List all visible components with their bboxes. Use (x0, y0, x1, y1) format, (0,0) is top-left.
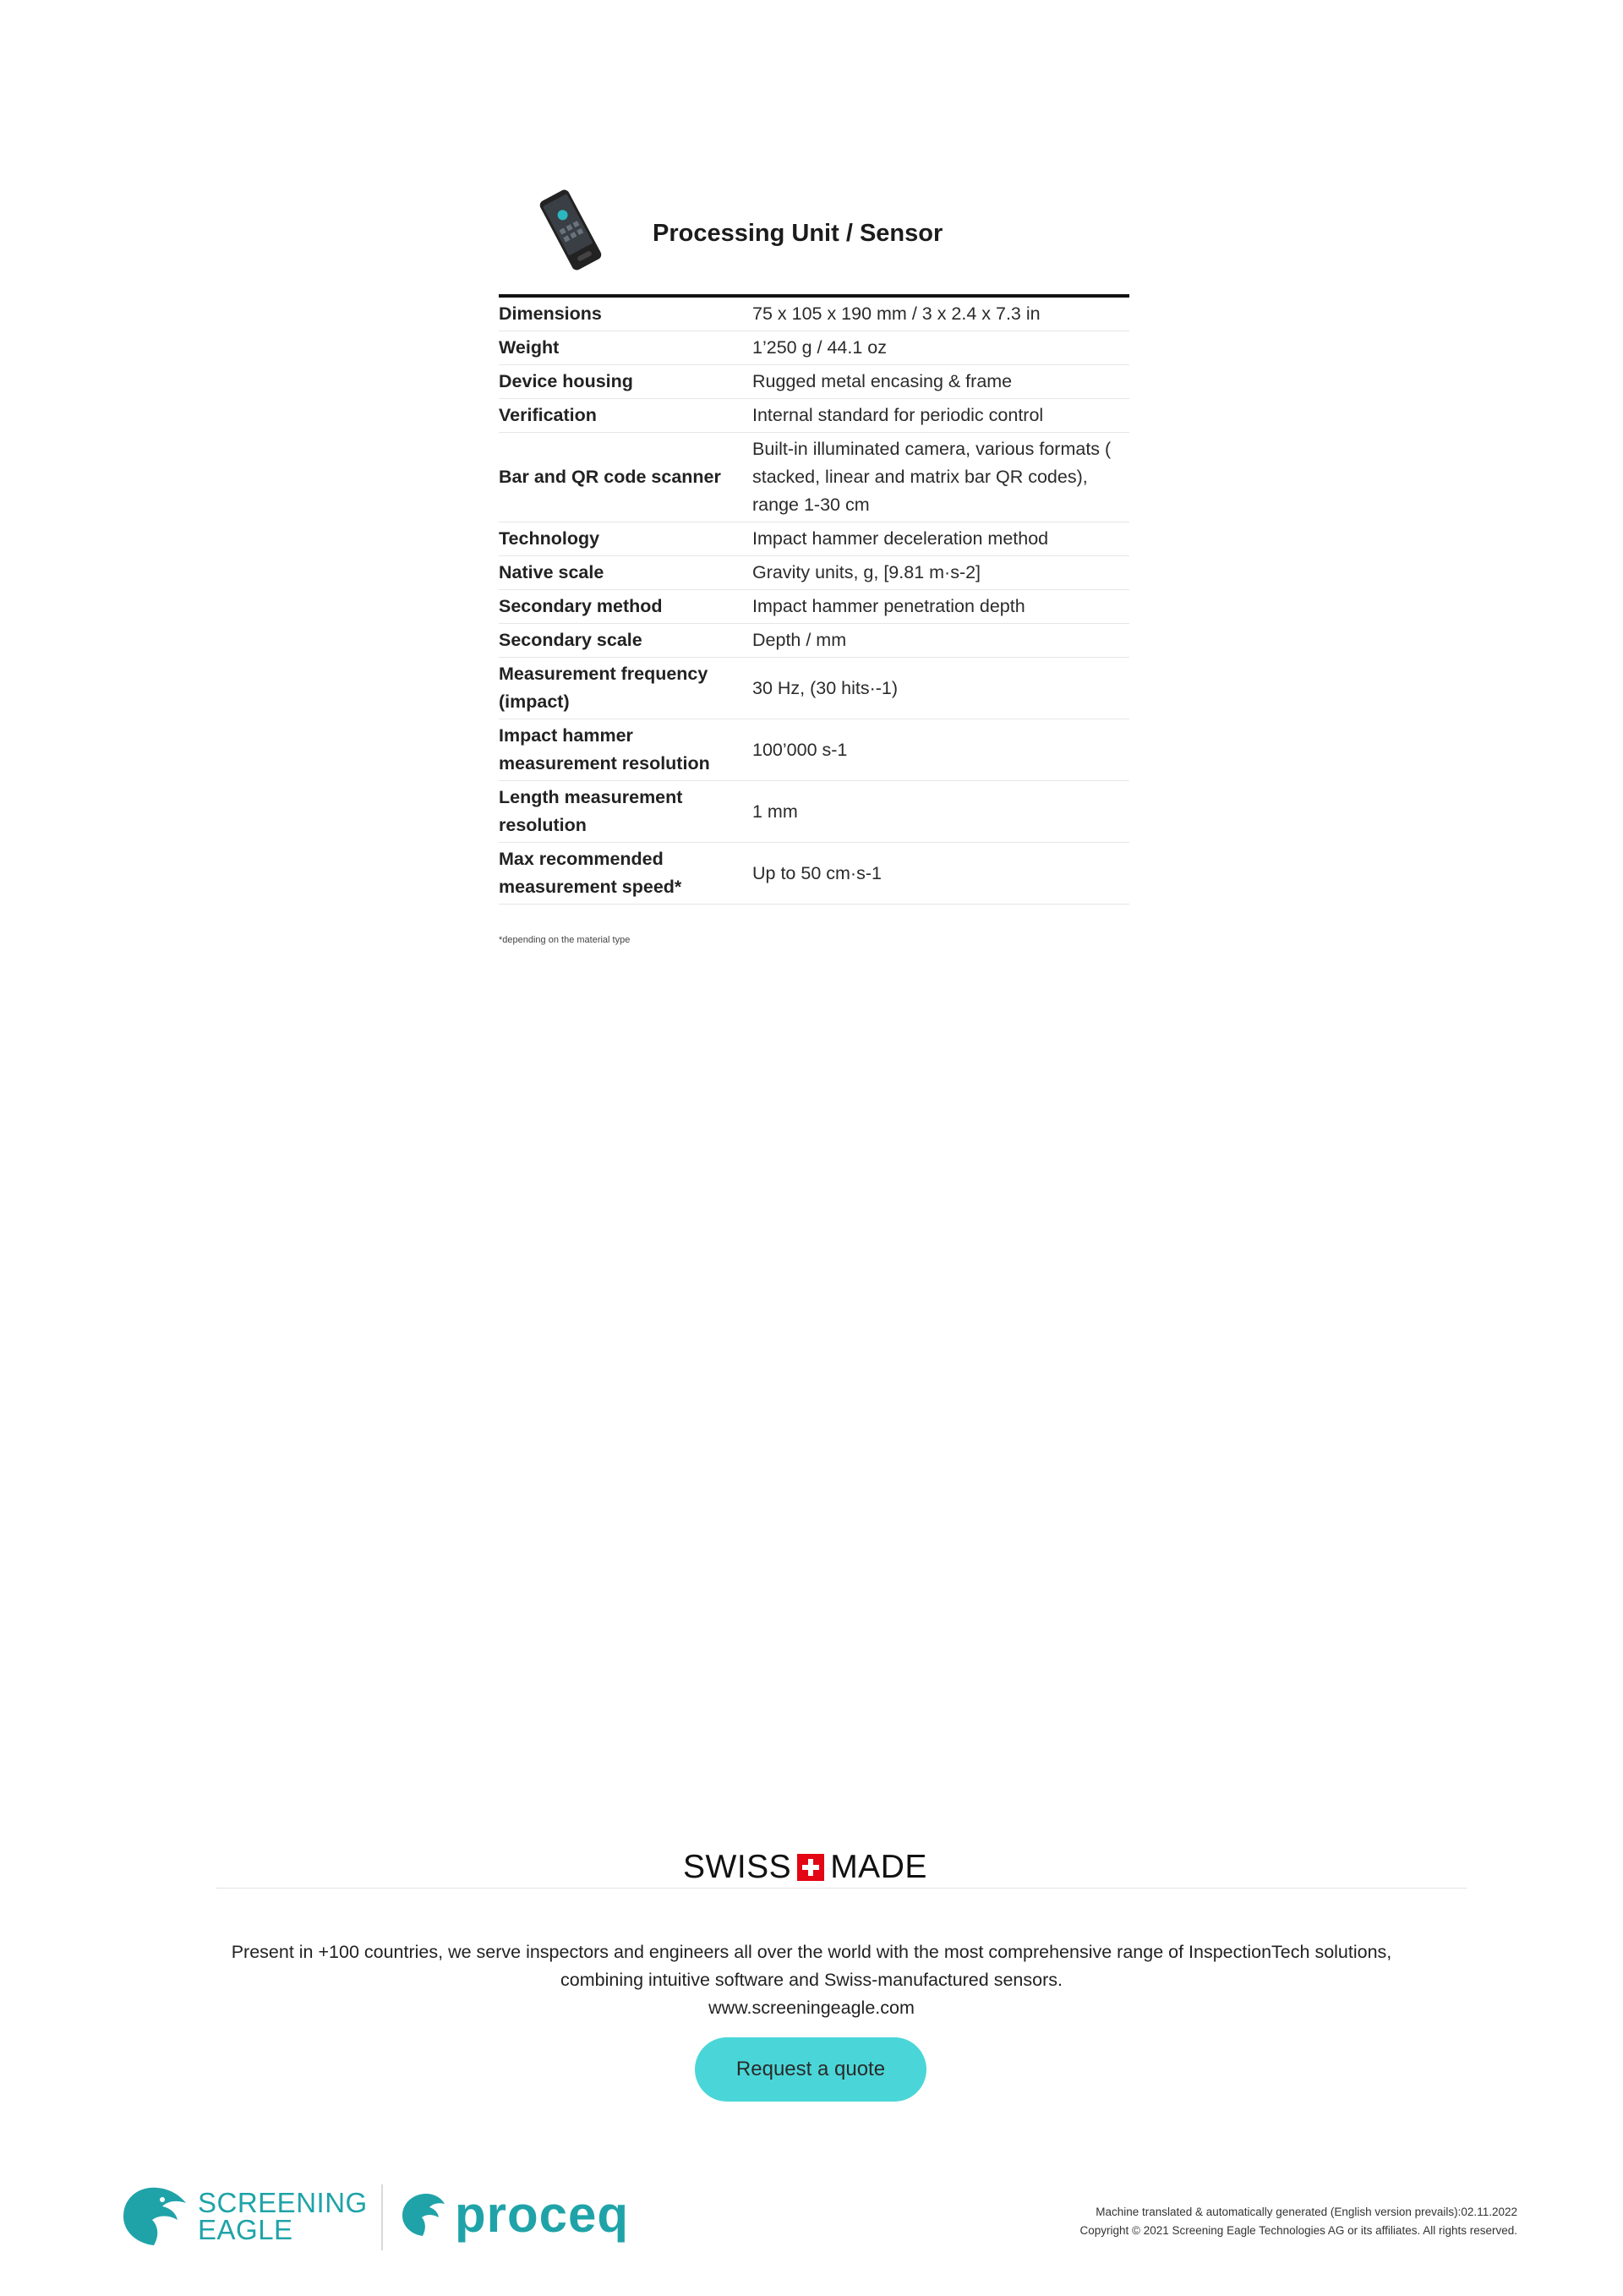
spec-label: Device housing (499, 371, 633, 391)
table-row (499, 781, 1129, 843)
footer-blurb (169, 1938, 1454, 2022)
proceq-logo (399, 2186, 630, 2243)
spec-label: Length measurement resolution (499, 787, 683, 835)
spec-label: Secondary scale (499, 630, 642, 650)
spec-label: Bar and QR code scanner (499, 467, 721, 487)
table-row (499, 556, 1129, 590)
blurb-line-2: combining intuitive software and Swiss-manufactured sensors. (560, 1970, 1063, 1990)
eagle-icon (117, 2183, 189, 2250)
spec-label: Weight (499, 337, 560, 358)
spec-label: Impact hammer measurement resolution (499, 725, 710, 774)
table-row (499, 719, 1129, 781)
spec-value: Gravity units, g, [9.81 m·s-2] (752, 562, 981, 582)
swiss-made-badge (683, 1848, 927, 1887)
table-row (499, 433, 1129, 522)
table-row (499, 399, 1129, 433)
legal-line-1: Machine translated & automatically generated (English version prevails):02.11.2022 (1096, 2206, 1517, 2218)
table-row (499, 590, 1129, 624)
spec-label: Dimensions (499, 303, 602, 324)
logo-separator (381, 2184, 383, 2250)
section-title: Processing Unit / Sensor (653, 220, 943, 247)
swiss-made-right: MADE (830, 1849, 927, 1885)
spec-label: Verification (499, 405, 597, 425)
brand1-line2: EAGLE (198, 2214, 293, 2245)
blurb-line-1: Present in +100 countries, we serve inspectors and engineers all over the world with the most comprehensive range of InspectionTech solutions, (231, 1942, 1392, 1962)
brand1-line1: SCREENING (198, 2187, 368, 2218)
spec-value: 100’000 s-1 (752, 739, 848, 760)
spec-label: Native scale (499, 562, 604, 582)
table-row (499, 624, 1129, 658)
spec-value: Built-in illuminated camera, various formats ( stacked, linear and matrix bar QR codes), range 1-30 cm (752, 439, 1112, 515)
spec-value: Internal standard for periodic control (752, 405, 1044, 425)
spec-label: Max recommended measurement speed* (499, 849, 682, 897)
table-row (499, 843, 1129, 905)
spec-value: Impact hammer deceleration method (752, 528, 1049, 549)
swiss-made-left: SWISS (683, 1849, 792, 1885)
spec-value: Up to 50 cm·s-1 (752, 862, 882, 883)
spec-label: Technology (499, 528, 600, 549)
legal-notice (1080, 2203, 1517, 2240)
spec-value: 1’250 g / 44.1 oz (752, 337, 887, 358)
spec-label: Secondary method (499, 596, 663, 616)
section-header (499, 188, 1129, 289)
screening-eagle-logo (117, 2183, 368, 2250)
spec-value: 1 mm (752, 801, 798, 822)
spec-value: 30 Hz, (30 hits·-1) (752, 677, 899, 698)
legal-line-2: Copyright © 2021 Screening Eagle Technologies AG or its affiliates. All rights reserved. (1079, 2224, 1517, 2237)
footnote: *depending on the material type (499, 935, 631, 945)
handheld-device-icon (533, 188, 609, 272)
spec-value: Impact hammer penetration depth (752, 596, 1025, 616)
table-row (499, 331, 1129, 365)
table-row (499, 658, 1129, 719)
table-row (499, 522, 1129, 556)
table-row (499, 298, 1129, 331)
spec-value: Rugged metal encasing & frame (752, 371, 1013, 391)
table-row (499, 365, 1129, 399)
spec-value: 75 x 105 x 190 mm / 3 x 2.4 x 7.3 in (752, 303, 1041, 324)
request-quote-button[interactable]: Request a quote (695, 2037, 926, 2102)
spec-value: Depth / mm (752, 630, 847, 650)
proceq-eagle-icon (399, 2190, 448, 2239)
spec-table (499, 294, 1129, 905)
spec-label: Measurement frequency (impact) (499, 664, 708, 712)
proceq-wordmark: proceq (455, 2186, 630, 2243)
screening-eagle-wordmark (198, 2189, 368, 2244)
swiss-flag-icon (797, 1854, 824, 1881)
website-link[interactable]: www.screeningeagle.com (708, 1998, 915, 2018)
footer-divider (216, 1888, 1467, 1889)
